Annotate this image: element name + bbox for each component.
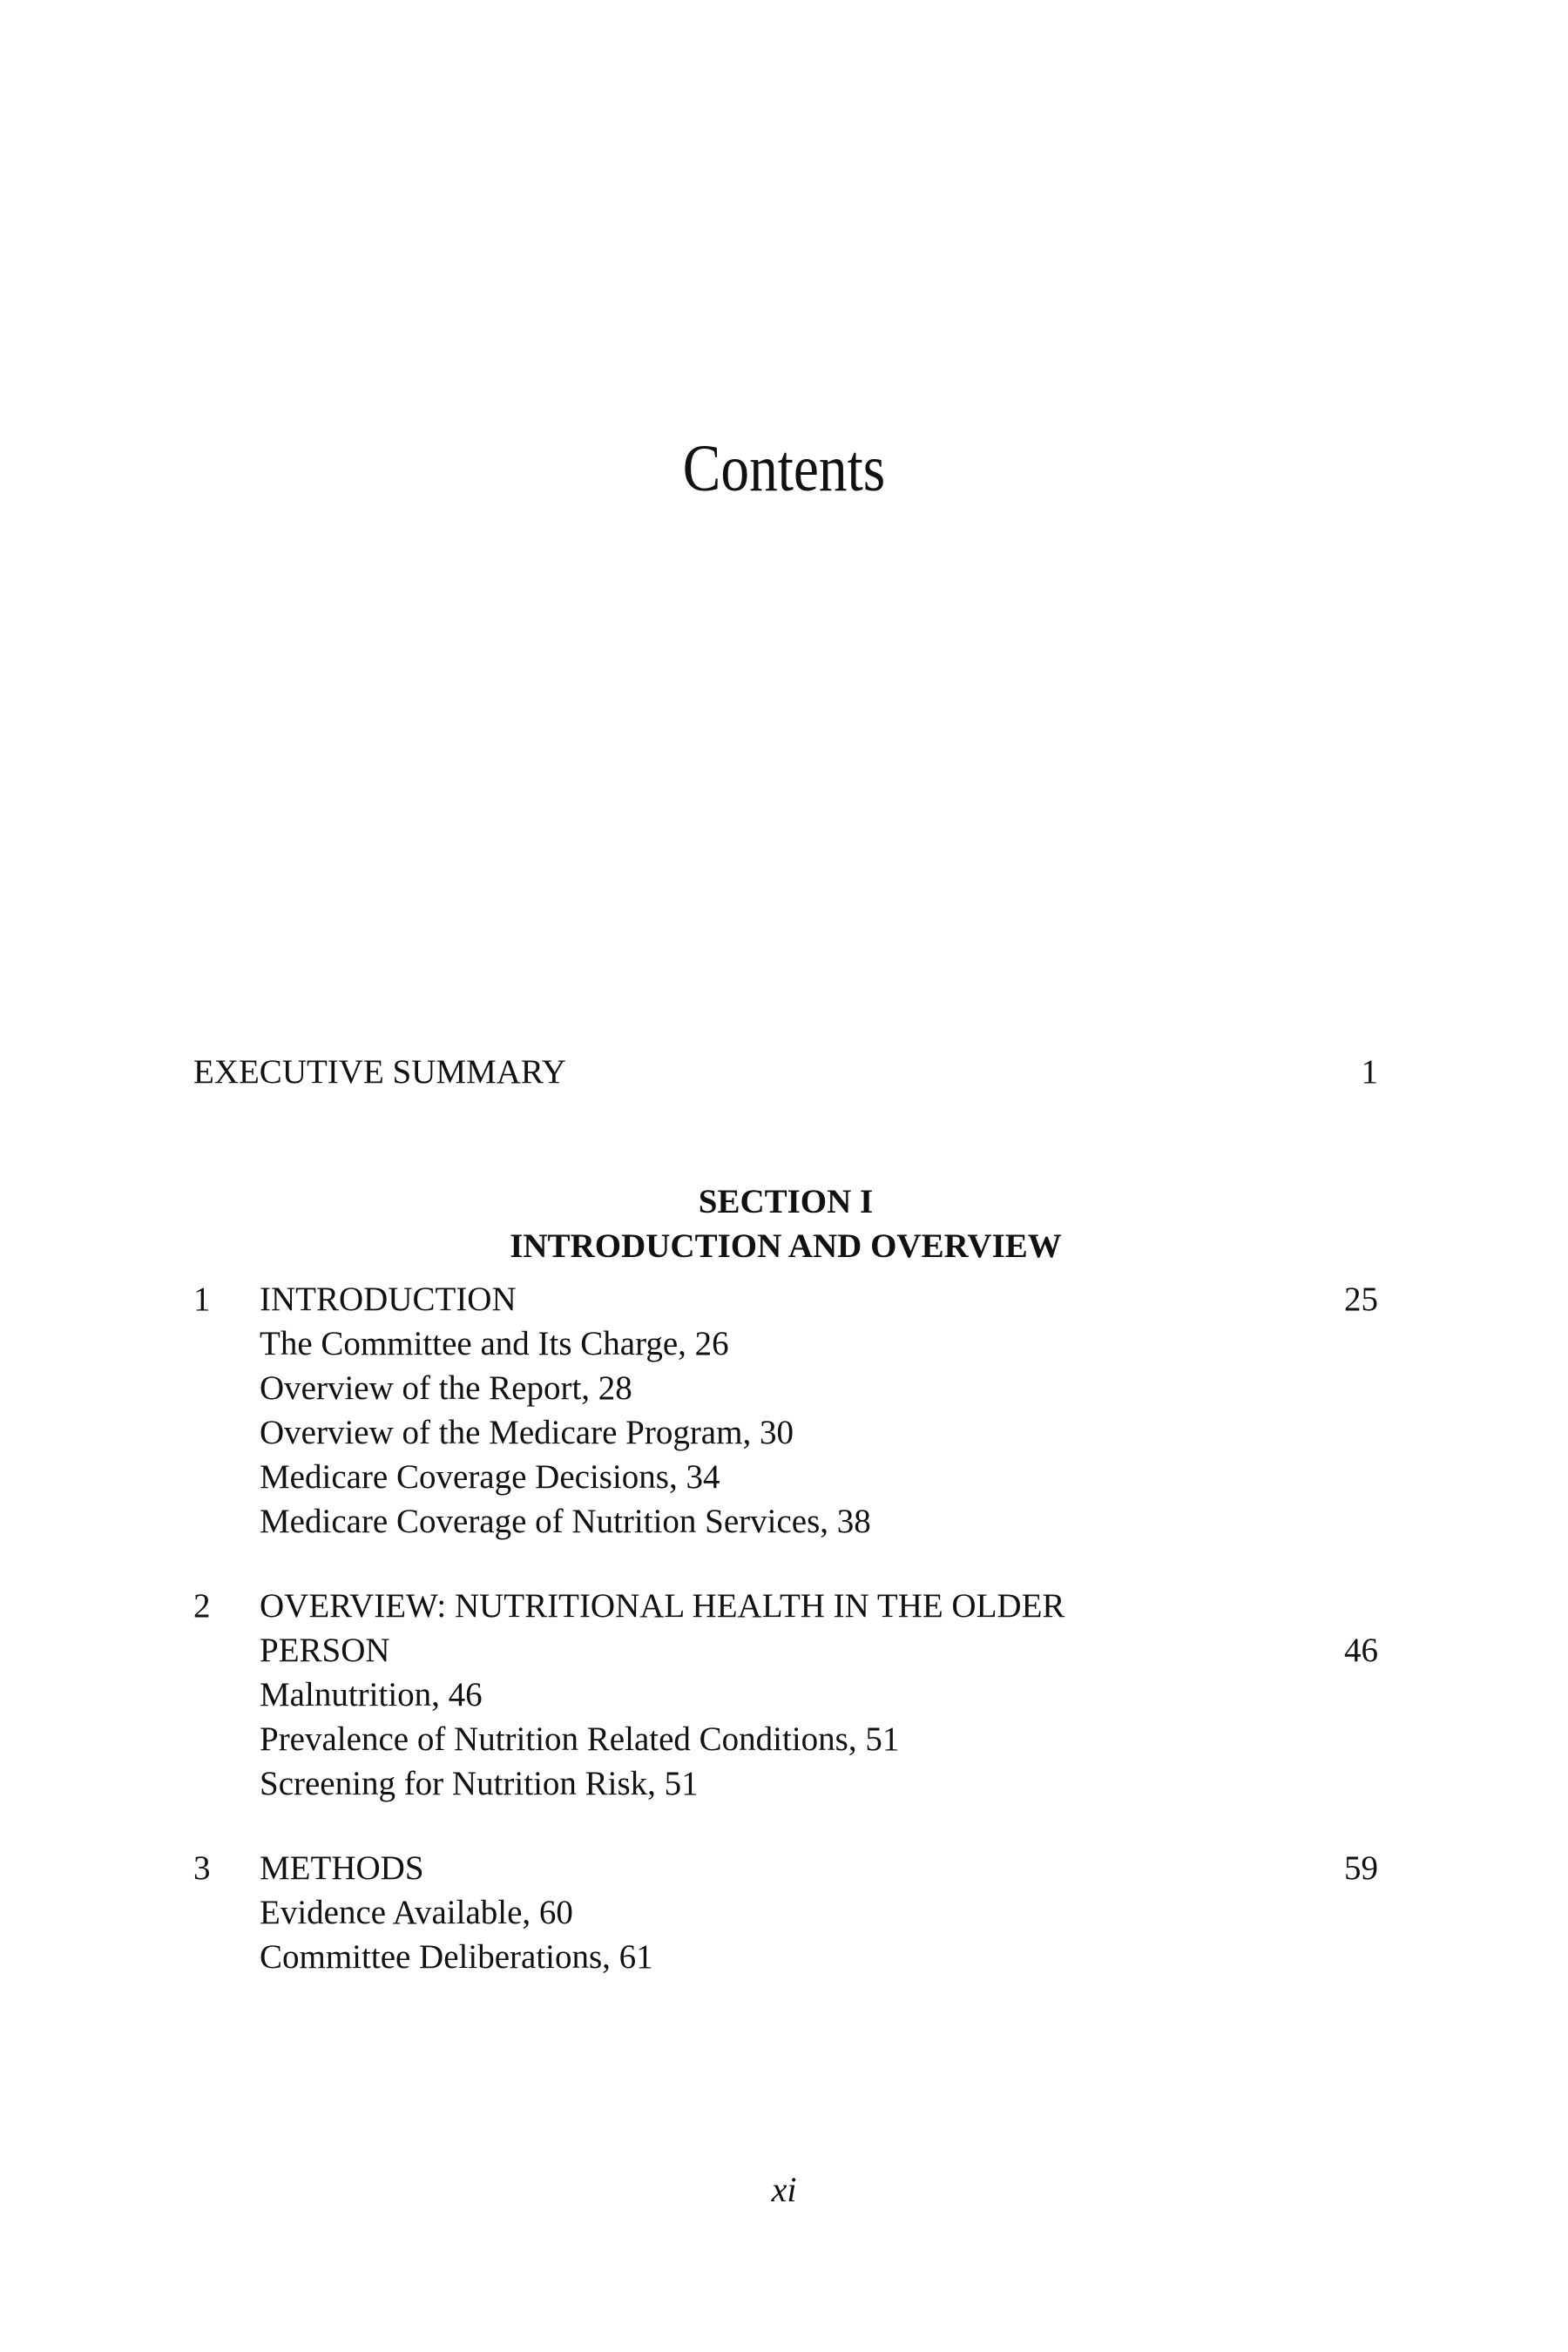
toc-chapter-2[interactable] <box>193 1584 1378 1628</box>
chapter-title: METHODS <box>260 1849 424 1887</box>
toc-chapter-1[interactable] <box>193 1277 1378 1321</box>
toc-entry-label: EXECUTIVE SUMMARY <box>193 1053 566 1091</box>
toc-chapter-3[interactable] <box>193 1846 1378 1890</box>
toc-subsection[interactable]: Overview of the Medicare Program, 30 <box>260 1414 794 1451</box>
toc-subsection[interactable]: Screening for Nutrition Risk, 51 <box>260 1765 699 1802</box>
chapter-title-continued: PERSON <box>260 1632 390 1669</box>
toc-subsection[interactable]: The Committee and Its Charge, 26 <box>260 1325 729 1362</box>
toc-subsection[interactable]: Evidence Available, 60 <box>260 1894 573 1931</box>
chapter-number: 2 <box>193 1587 211 1625</box>
chapter-title: OVERVIEW: NUTRITIONAL HEALTH IN THE OLDER <box>260 1587 1065 1625</box>
toc-subsection[interactable]: Prevalence of Nutrition Related Conditions, 51 <box>260 1720 900 1758</box>
toc-chapter-2-continued[interactable] <box>193 1628 1378 1673</box>
section-subheading: INTRODUCTION AND OVERVIEW <box>510 1227 1062 1265</box>
section-heading: SECTION I <box>698 1183 874 1220</box>
toc-entry-page: 1 <box>1361 1053 1378 1091</box>
chapter-title: INTRODUCTION <box>260 1281 517 1318</box>
chapter-number: 1 <box>193 1281 211 1318</box>
toc-entry-executive-summary[interactable] <box>193 1050 1378 1094</box>
table-of-contents <box>193 1050 1378 1979</box>
toc-subsection[interactable]: Medicare Coverage of Nutrition Services, 38 <box>260 1503 871 1540</box>
page-number-folio: xi <box>771 2170 797 2209</box>
chapter-page: 59 <box>1344 1849 1378 1887</box>
toc-subsection[interactable]: Medicare Coverage Decisions, 34 <box>260 1458 720 1496</box>
toc-subsection[interactable]: Committee Deliberations, 61 <box>260 1938 653 1976</box>
toc-subsection[interactable]: Overview of the Report, 28 <box>260 1369 632 1407</box>
page-title: Contents <box>682 432 886 505</box>
chapter-page: 46 <box>1344 1632 1378 1669</box>
toc-subsection[interactable]: Malnutrition, 46 <box>260 1676 483 1713</box>
chapter-page: 25 <box>1344 1281 1378 1318</box>
chapter-number: 3 <box>193 1849 211 1887</box>
